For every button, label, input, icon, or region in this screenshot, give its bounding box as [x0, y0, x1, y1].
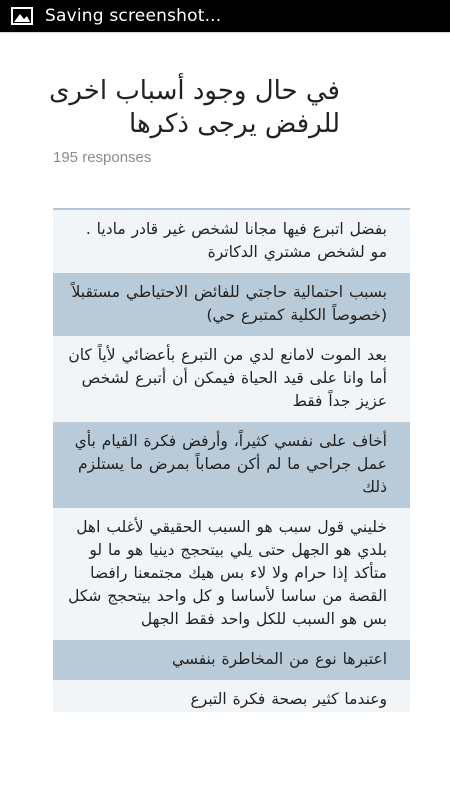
list-item: اعتبرها نوع من المخاطرة بنفسي — [53, 640, 410, 680]
responses-list[interactable] — [53, 208, 410, 712]
list-item: وعندما كثير بصحة فكرة التبرع — [53, 680, 410, 712]
list-item: بفضل اتبرع فيها مجانا لشخص غير قادر ماديا . مو لشخص مشتري الدكاترة — [53, 210, 410, 273]
list-item: أخاف على نفسي كثيراً، وأرفض فكرة القيام بأي عمل جراحي ما لم أكن مصاباً بمرض ما يستلزم ذلك — [53, 422, 410, 508]
list-item: خليني قول سبب هو السبب الحقيقي لأغلب اهل بلدي هو الجهل حتى يلي بيتحجج دينيا هو ما لو متأكد إذا حرام ولا لاء بس هيك مجتمعنا رافضا القصة من ساسا لأساسا و كل واحد بيتحجج شكل بس هو السبب للكل واحد فقط الجهل — [53, 508, 410, 640]
status-bar — [0, 0, 450, 32]
status-text: Saving screenshot... — [45, 6, 222, 26]
list-item: بسبب احتمالية حاجتي للفائض الاحتياطي مستقبلاً (خصوصاً الكلية كمتبرع حي) — [53, 273, 410, 336]
form-summary-card — [0, 32, 450, 801]
image-icon — [11, 7, 33, 25]
response-count: 195 responses — [53, 149, 152, 166]
list-item: بعد الموت لامانع لدي من التبرع بأعضائي لأياً كان أما وانا على قيد الحياة فيمكن أن أتبرع لشخص عزيز جداً فقط — [53, 336, 410, 422]
question-title: في حال وجود أسباب اخرى للرفض يرجى ذكرها — [49, 76, 340, 139]
